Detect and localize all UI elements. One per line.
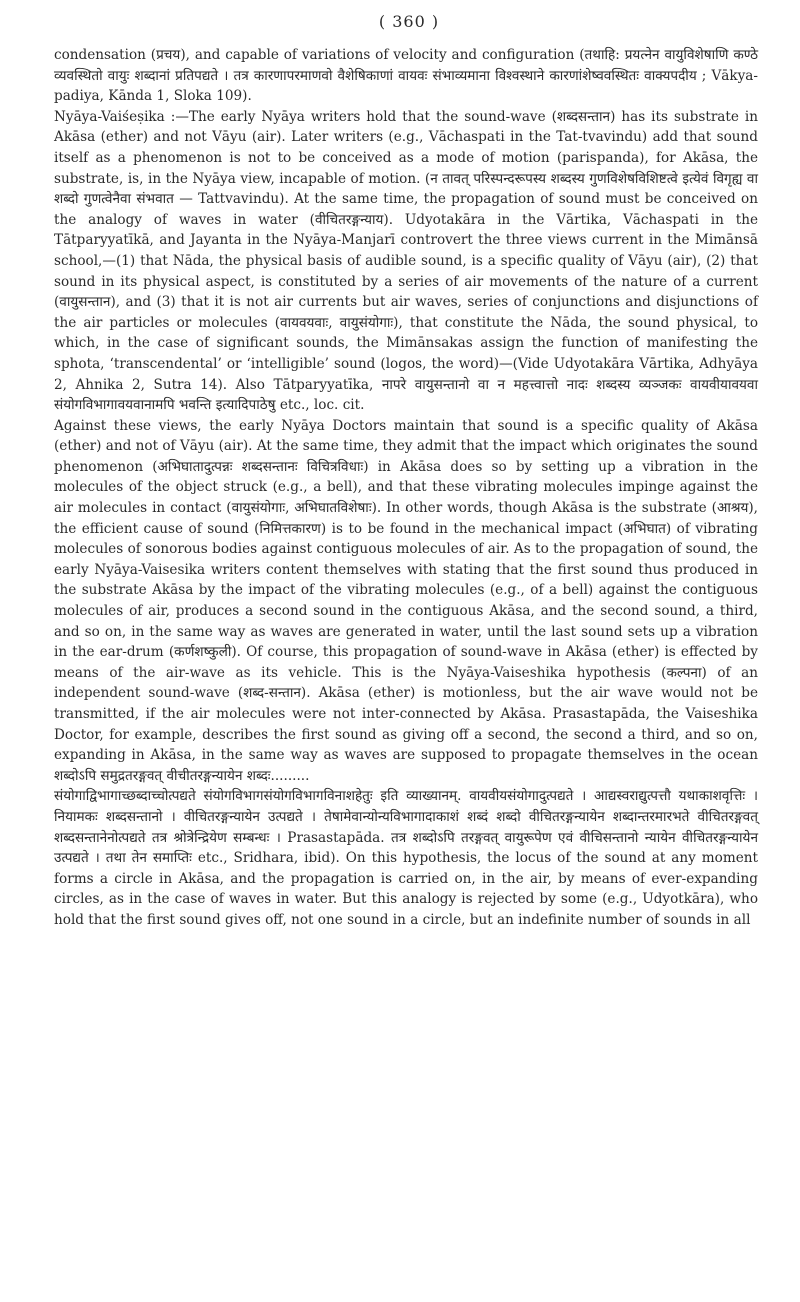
paragraph-vakyapadiya: condensation (प्रचय), and capable of variations of velocity and configuration (तथाहि: प्रयत्नेन वायुविशेषाणि कण्ठे व्यवस्थितो वायुः शब्दानां प्रतिपद्यते । तत्र कारणापरमाणवो वैशेषिकाणां वायवः संभाव्यमाना विश्वस्थाने कारणांशेष्ववस्थितः वाक्यपदीय ; Vākya-padiya, Kānda 1, Sloka 109).: [54, 47, 758, 105]
page-number: ( 360 ): [378, 12, 440, 31]
paragraph-prasastapada-quote: संयोगाद्विभागाच्छब्दाच्चोत्पद्यते संयोगविभागसंयोगविभागविनाशहेतुः इति व्याख्यानम्. वायवीयसंयोगादुत्पद्यते । आद्यस्वराद्युत्पत्तौ यथाकाशवृत्तिः । नियामकः शब्दसन्तानो । वीचितरङ्गन्यायेन उत्पद्यते । तेषामेवान्योन्यविभागादाकाशं शब्दं शब्दो वीचितरङ्गन्यायेन शब्दान्तरमारभते वीचितरङ्गवत् शब्दसन्तानेनोत्पद्यते तत्र श्रोत्रेन्द्रियेण सम्बन्धः । Prasastapāda. तत्र शब्दोऽपि तरङ्गवत् वायुरूपेण एवं वीचिसन्तानो न्यायेन वीचितरङ्गन्यायेन उत्पद्यते । तथा तेन समाप्तिः etc., Sridhara, ibid). On this hypothesis, the locus of the sound at any moment forms a circle in Akāsa, and the propagation is carried on, in the air, by means of ever-expanding circles, as in the case of waves in water. But this analogy is rejected by some (e.g., Udyotkāra), who hold that the first sound gives off, not one sound in a circle, but an indefinite number of sounds in all: [54, 788, 758, 928]
paragraph-against-these-views: Against these views, the early Nyāya Doctors maintain that sound is a specific quality of Akāsa (ether) and not of Vāyu (air). At the same time, they admit that the impact which originates the sound phenomenon (अभिघातादुत्पन्नः शब्दसन्तानः विचित्रविधाः) in Akāsa does so by setting up a vibration in the molecules of the object struck (e.g., a bell), and that these vibrating molecules impinge against the air molecules in contact (वायुसंयोगाः, अभिघातविशेषाः). In other words, though Akāsa is the substrate (आश्रय), the efficient cause of sound (निमित्तकारण) is to be found in the mechanical impact (अभिघात) of vibrating molecules of sonorous bodies against contiguous molecules of air. As to the propagation of sound, the early Nyāya-Vaisesika writers content themselves with stating that the first sound thus produced in the substrate Akāsa by the impact of the vibrating molecules (e.g., of a bell) against the contiguous molecules of air, produces a second sound in the contiguous Akāsa, and the second sound, a third, and so on, in the same way as waves are generated in water, until the last sound sets up a vibration in the ear-drum (कर्णशष्कुली). Of course, this propagation of sound-wave in Akāsa (ether) is effected by means of the air-wave as its vehicle. This is the Nyāya-Vaiseshika hypothesis (कल्पना) of an independent sound-wave (शब्द-सन्तान). Akāsa (ether) is motionless, but the air wave would not be transmitted, if the air molecules were not inter-connected by Akāsa. Prasastapāda, the Vaiseshika Doctor, for example, describes the first sound as giving off a second, the second a third, and so on, expanding in Akāsa, in the same way as waves are supposed to propagate themselves in the ocean शब्दोऽपि समुद्रतरङ्गवत् वीचीतरङ्गन्यायेन शब्दः.........: [54, 417, 758, 784]
body-text: [54, 45, 758, 931]
paragraph-nyaya-vaisesika: Nyāya-Vaiśeṣika :—The early Nyāya writers hold that the sound-wave (शब्दसन्तान) has its substrate in Akāsa (ether) and not Vāyu (air). Later writers (e.g., Vāchaspati in the Tat-tvavindu) add that sound itself as a phenomenon is not to be conceived as a mode of motion (parispanda), for Akāsa, the substrate, is, in the Nyāya view, incapable of motion. (न तावत् परिस्पन्दरूपस्य शब्दस्य गुणविशेषविशिष्टत्वे इत्येवं विगृह्य वा शब्दो गुणत्वेनैवा संभवात — Tattvavindu). At the same time, the propagation of sound must be conceived on the analogy of waves in water (वीचितरङ्गन्याय). Udyotakāra in the Vārtika, Vāchaspati in the Tātparyyatīkā, and Jayanta in the Nyāya-Manjarī controvert the three views current in the Mimānsā school,—(1) that Nāda, the physical basis of audible sound, is a specific quality of Vāyu (air), (2) that sound in its physical aspect, is constituted by a series of air movements of the nature of a current (वायुसन्तान), and (3) that it is not air currents but air waves, series of conjunctions and disjunctions of the air particles or molecules (वायवयवाः, वायुसंयोगाः), that constitute the Nāda, the sound physical, to which, in the case of significant sounds, the Mimānsakas assign the function of manifesting the sphota, ‘transcendental’ or ‘intelligible’ sound (logos, the word)—(Vide Udyotakāra Vārtika, Adhyāya 2, Ahnika 2, Sutra 14). Also Tātparyyatīka, नापरे वायुसन्तानो वा न महत्त्वात्तो नादः शब्दस्य व्यञ्जकः वायवीयावयवा संयोगविभागावयवानामपि भवन्ति इत्यादिपाठेषु etc., loc. cit.: [54, 108, 758, 414]
